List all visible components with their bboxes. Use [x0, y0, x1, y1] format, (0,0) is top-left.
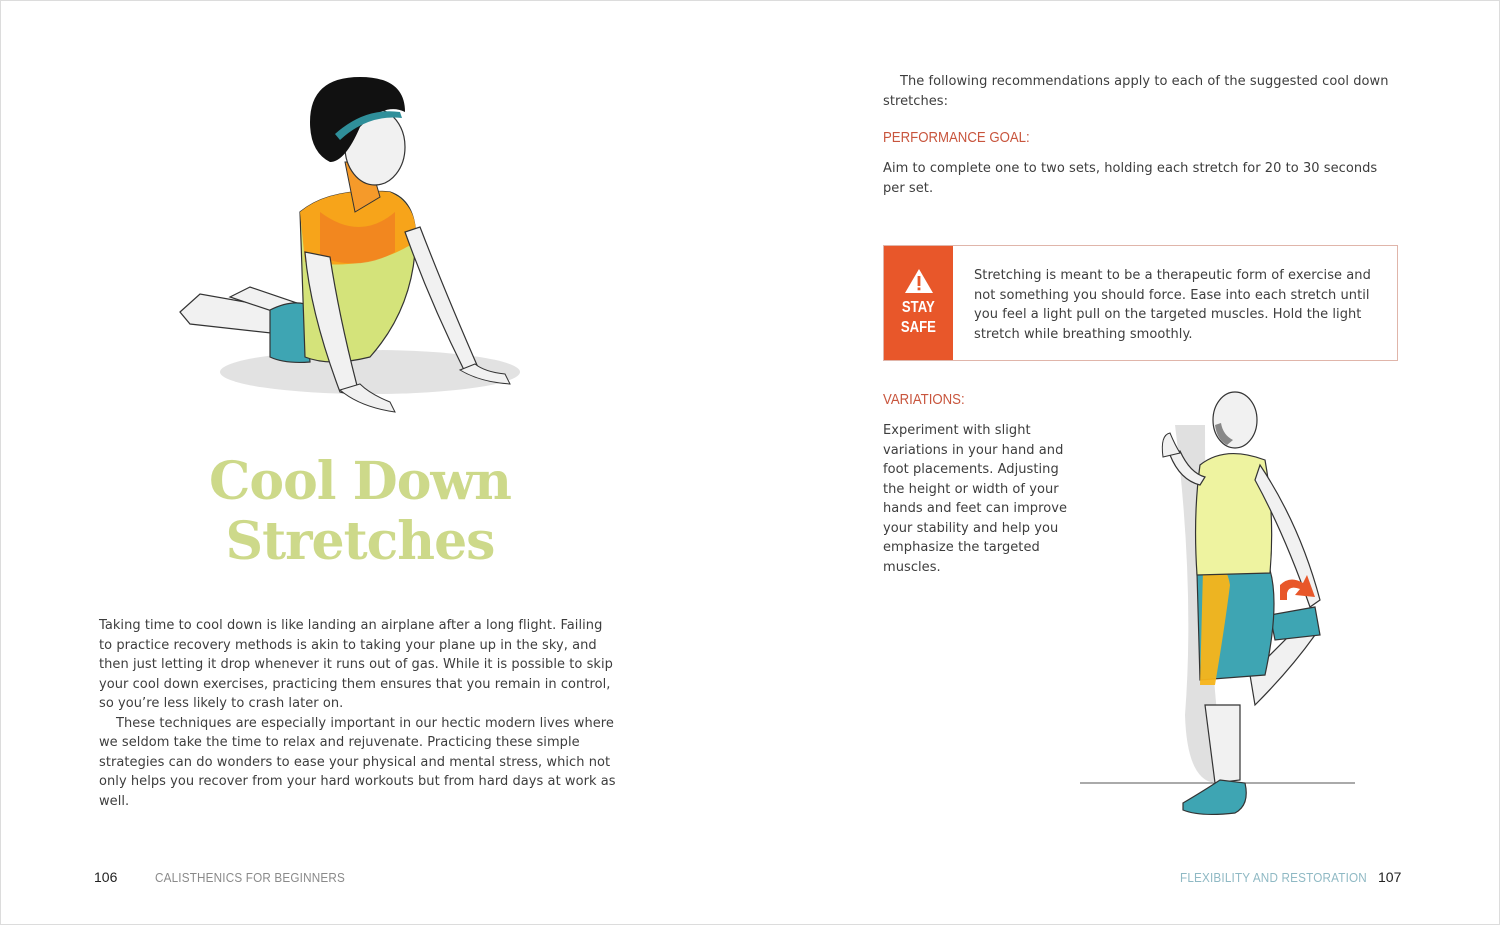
- stay-safe-callout: [883, 245, 1398, 361]
- title-line-2: Stretches: [225, 511, 495, 572]
- stay-safe-badge: [884, 246, 953, 360]
- stay-safe-label: [901, 298, 936, 338]
- running-header-right: FLEXIBILITY AND RESTORATION: [1180, 870, 1367, 885]
- running-header-left: CALISTHENICS FOR BEGINNERS: [155, 870, 345, 885]
- stay-safe-text: Stretching is meant to be a therapeutic form of exercise and not something you should force. Ease into each stretch until you feel a light pull on the targeted muscles. Hold the light stretch while breathing smoothly.: [974, 268, 1371, 342]
- intro-text: [99, 616, 619, 811]
- intro-paragraph-1: Taking time to cool down is like landing an airplane after a long flight. Failing to practice recovery methods is akin to taking your plane up in the sky, and then just letting it drop whenever it runs out of gas. While it is possible to skip your cool down exercises, practicing them ensures that you remain in control, so you’re less likely to crash later on.: [99, 618, 613, 711]
- woman-cobra-stretch-illustration: [170, 72, 530, 427]
- variations-heading: VARIATIONS:: [883, 391, 965, 408]
- intro-paragraph-2: These techniques are especially important in our hectic modern lives where we seldom take the time to relax and rejuvenate. Practicing these simple strategies can do wonders to ease your physical and mental stress, which not only helps you recover from your hard workouts but from hard days at work as well.: [99, 715, 616, 809]
- page-number-right: 107: [1378, 869, 1402, 885]
- safe-label: SAFE: [900, 319, 936, 336]
- performance-goal-text: Aim to complete one to two sets, holding each stretch for 20 to 30 seconds per set.: [883, 161, 1378, 196]
- page-number-left: 106: [94, 869, 118, 885]
- title-line-1: Cool Down: [209, 451, 511, 512]
- lead-text: The following recommendations apply to each of the suggested cool down stretches:: [883, 74, 1389, 109]
- variations-text: Experiment with slight variations in your hand and foot placements. Adjusting the height or width of your hands and feet can improve your stability and help you emphasize the targeted muscles.: [883, 423, 1068, 575]
- warning-icon: [904, 268, 934, 294]
- stay-label: STAY: [902, 299, 935, 316]
- chapter-title: [150, 452, 570, 572]
- man-standing-quad-stretch-illustration: [1075, 385, 1365, 825]
- performance-goal-heading: PERFORMANCE GOAL:: [883, 129, 1030, 146]
